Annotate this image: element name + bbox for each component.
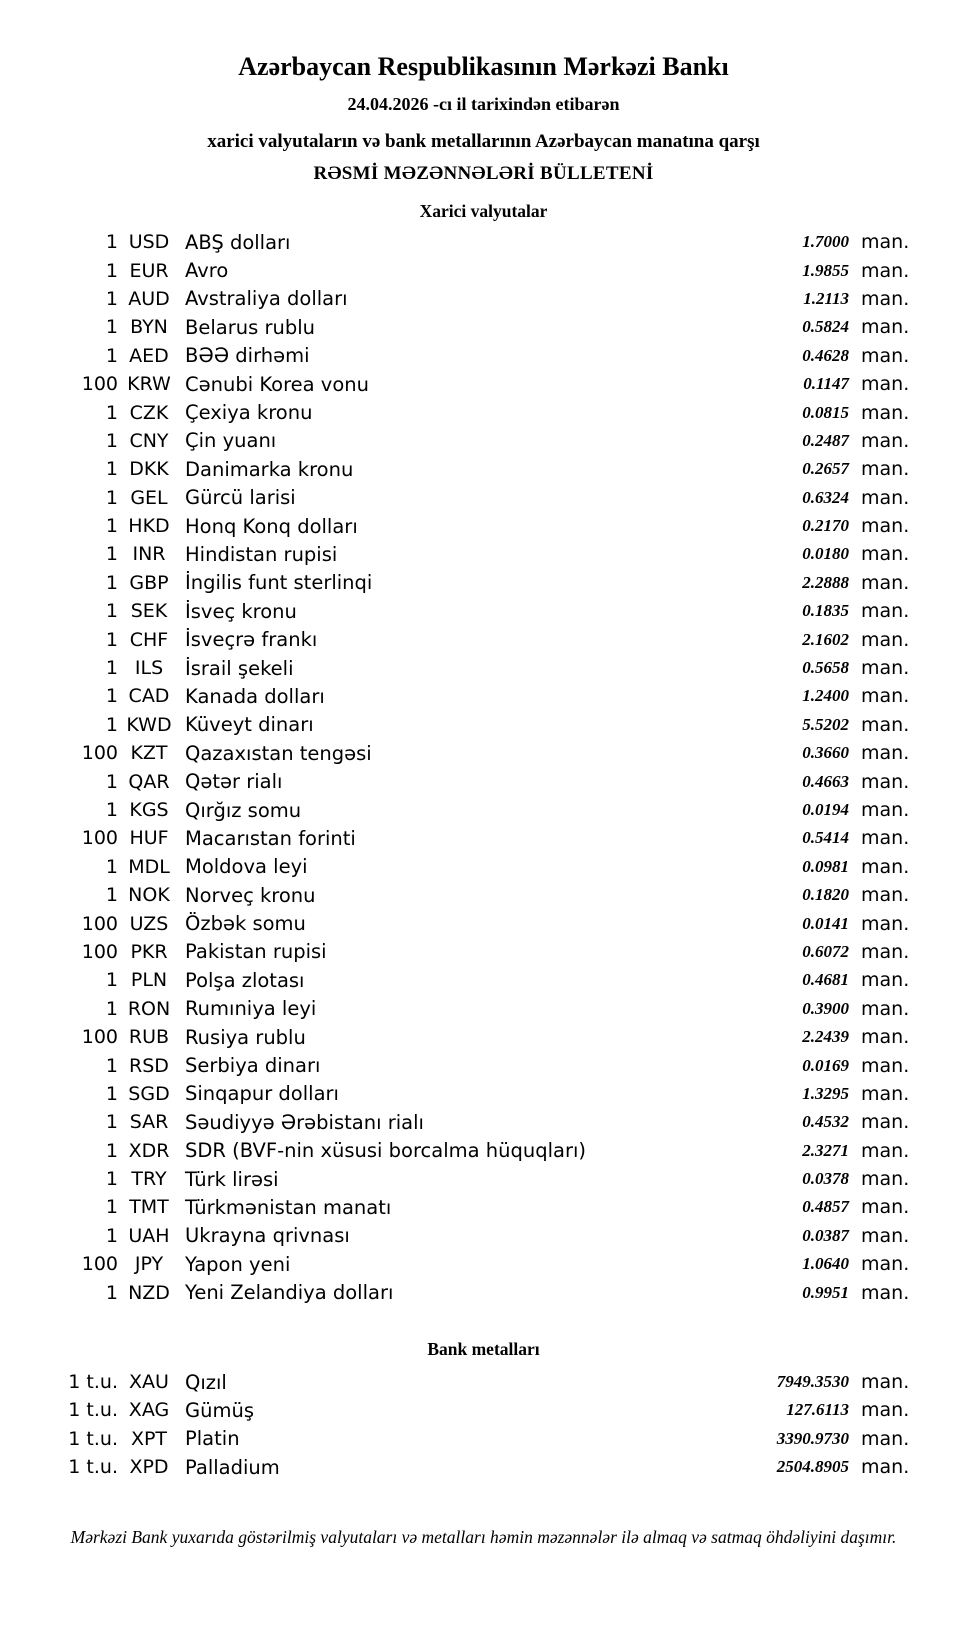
row-rate-value: 0.0180 bbox=[802, 544, 849, 564]
row-rate-value: 0.4532 bbox=[802, 1112, 849, 1132]
row-rate-value: 3390.9730 bbox=[776, 1428, 849, 1448]
row-currency-name: Qazaxıstan tengəsi bbox=[185, 741, 372, 765]
row-currency-name: ABŞ dolları bbox=[185, 230, 291, 254]
bank-title: Azərbaycan Respublikasının Mərkəzi Bankı bbox=[238, 52, 729, 81]
row-quantity: 1 bbox=[105, 458, 118, 481]
row-currency-code: TRY bbox=[131, 1168, 167, 1191]
row-currency-name: Norveç kronu bbox=[185, 883, 316, 907]
row-quantity: 1 bbox=[105, 344, 118, 367]
row-rate-value: 0.0387 bbox=[802, 1225, 849, 1245]
row-currency-code: PKR bbox=[130, 940, 168, 963]
row-currency-name: Avstraliya dolları bbox=[185, 287, 348, 311]
row-currency-code: KWD bbox=[126, 713, 172, 736]
row-unit-label: man. bbox=[861, 1371, 910, 1394]
row-quantity: 1 bbox=[105, 316, 118, 339]
row-rate-value: 0.3900 bbox=[802, 998, 849, 1018]
table-row bbox=[0, 285, 967, 313]
row-rate-value: 1.7000 bbox=[802, 232, 849, 252]
row-rate-value: 2.1602 bbox=[802, 629, 849, 649]
table-row bbox=[0, 1396, 967, 1424]
row-currency-name: Gürcü larisi bbox=[185, 486, 296, 510]
row-unit-label: man. bbox=[861, 799, 910, 821]
row-currency-code: ILS bbox=[134, 657, 164, 680]
row-currency-name: Yeni Zelandiya dolları bbox=[185, 1281, 394, 1305]
row-rate-value: 2.3271 bbox=[802, 1140, 849, 1160]
row-rate-value: 2.2439 bbox=[802, 1027, 849, 1047]
table-row bbox=[0, 313, 967, 341]
metals-section-title: Bank metalları bbox=[427, 1338, 540, 1359]
row-currency-name: Səudiyyə Ərəbistanı rialı bbox=[185, 1110, 424, 1134]
table-row bbox=[0, 1023, 967, 1051]
row-unit-label: man. bbox=[861, 429, 910, 452]
table-row bbox=[0, 1080, 967, 1108]
row-rate-value: 0.5658 bbox=[802, 658, 849, 678]
row-unit-label: man. bbox=[861, 1082, 910, 1105]
row-currency-code: KZT bbox=[130, 742, 168, 765]
row-currency-code: XAG bbox=[128, 1399, 170, 1422]
row-rate-value: 0.3660 bbox=[802, 743, 849, 763]
row-unit-label: man. bbox=[861, 1139, 910, 1162]
row-unit-label: man. bbox=[861, 344, 910, 367]
row-rate-value: 0.4857 bbox=[802, 1197, 849, 1217]
row-quantity: 1 bbox=[105, 1224, 118, 1247]
row-currency-name: İngilis funt sterlinqi bbox=[185, 571, 373, 595]
metals-table bbox=[0, 1368, 967, 1482]
row-rate-value: 1.2400 bbox=[802, 686, 849, 706]
row-rate-value: 1.9855 bbox=[802, 260, 849, 280]
row-rate-value: 0.4628 bbox=[802, 345, 849, 365]
table-row bbox=[0, 455, 967, 483]
row-rate-value: 0.1835 bbox=[802, 601, 849, 621]
row-rate-value: 0.1147 bbox=[803, 374, 849, 394]
row-quantity: 1 bbox=[105, 1082, 118, 1105]
row-rate-value: 1.2113 bbox=[803, 288, 849, 308]
row-rate-value: 0.0169 bbox=[802, 1055, 849, 1075]
bulletin-subtitle: xarici valyutaların və bank metallarının Azərbaycan manatına qarşı bbox=[207, 131, 760, 152]
table-row bbox=[0, 597, 967, 625]
row-rate-value: 0.5414 bbox=[802, 828, 849, 848]
row-currency-code: PLN bbox=[130, 969, 168, 992]
table-row bbox=[0, 711, 967, 739]
row-quantity: 100 bbox=[81, 373, 118, 396]
table-row bbox=[0, 427, 967, 455]
row-currency-name: Honq Konq dolları bbox=[185, 514, 358, 538]
row-currency-name: Palladium bbox=[185, 1455, 280, 1479]
row-unit-label: man. bbox=[861, 969, 910, 992]
row-unit-label: man. bbox=[861, 912, 910, 935]
row-quantity: 1 t.u. bbox=[68, 1427, 118, 1450]
row-unit-label: man. bbox=[861, 770, 910, 793]
row-currency-name: Macarıstan forinti bbox=[185, 826, 356, 850]
row-currency-code: JPY bbox=[134, 1253, 164, 1276]
row-currency-code: INR bbox=[132, 543, 166, 566]
row-quantity: 1 bbox=[105, 231, 118, 254]
row-currency-code: UAH bbox=[128, 1224, 170, 1247]
row-quantity: 1 bbox=[105, 515, 118, 538]
row-quantity: 1 bbox=[105, 287, 118, 310]
row-rate-value: 0.2170 bbox=[802, 516, 849, 536]
row-rate-value: 0.0194 bbox=[802, 800, 849, 819]
row-quantity: 100 bbox=[81, 1026, 118, 1049]
row-quantity: 1 bbox=[105, 855, 118, 878]
table-row bbox=[0, 1165, 967, 1193]
table-row bbox=[0, 1425, 967, 1453]
row-quantity: 1 bbox=[105, 969, 118, 992]
row-currency-code: CNY bbox=[129, 429, 169, 452]
row-quantity: 1 bbox=[105, 1168, 118, 1191]
table-row bbox=[0, 1137, 967, 1165]
row-quantity: 100 bbox=[81, 1253, 118, 1276]
table-row bbox=[0, 540, 967, 568]
row-currency-code: XDR bbox=[128, 1139, 170, 1162]
row-rate-value: 1.3295 bbox=[802, 1083, 849, 1103]
row-quantity: 1 bbox=[105, 1054, 118, 1077]
currencies-section-title: Xarici valyutalar bbox=[419, 201, 548, 221]
row-rate-value: 7949.3530 bbox=[776, 1372, 849, 1392]
table-row bbox=[0, 1453, 967, 1481]
row-quantity: 1 t.u. bbox=[68, 1371, 118, 1394]
row-rate-value: 0.0815 bbox=[802, 402, 849, 422]
row-currency-name: SDR (BVF-nin xüsusi borcalma hüquqları) bbox=[185, 1139, 587, 1163]
row-unit-label: man. bbox=[861, 543, 910, 566]
row-currency-name: BƏƏ dirhəmi bbox=[185, 344, 310, 368]
row-unit-label: man. bbox=[861, 855, 910, 878]
table-row bbox=[0, 881, 967, 909]
row-currency-name: Serbiya dinarı bbox=[185, 1054, 321, 1078]
row-currency-code: QAR bbox=[128, 770, 170, 793]
row-rate-value: 0.2487 bbox=[802, 430, 849, 450]
row-unit-label: man. bbox=[861, 515, 910, 538]
table-row bbox=[0, 625, 967, 653]
row-currency-name: Rumıniya leyi bbox=[185, 997, 317, 1021]
row-unit-label: man. bbox=[861, 373, 910, 396]
row-currency-code: SAR bbox=[129, 1111, 169, 1134]
row-rate-value: 0.1820 bbox=[802, 885, 849, 905]
row-rate-value: 2504.8905 bbox=[776, 1457, 849, 1477]
row-currency-code: MDL bbox=[128, 855, 170, 878]
row-unit-label: man. bbox=[861, 1224, 910, 1247]
effective-date: 24.04.2026 -cı il tarixindən etibarən bbox=[347, 94, 620, 114]
row-currency-name: Polşa zlotası bbox=[185, 968, 305, 992]
row-unit-label: man. bbox=[861, 713, 910, 736]
row-quantity: 1 bbox=[105, 685, 118, 708]
row-currency-code: DKK bbox=[129, 458, 169, 481]
row-unit-label: man. bbox=[861, 458, 910, 481]
row-unit-label: man. bbox=[861, 657, 910, 680]
table-row bbox=[0, 370, 967, 398]
row-rate-value: 2.2888 bbox=[802, 572, 849, 592]
row-unit-label: man. bbox=[861, 884, 910, 907]
row-quantity: 1 bbox=[105, 401, 118, 424]
row-currency-code: SGD bbox=[128, 1082, 170, 1105]
row-currency-code: HUF bbox=[129, 827, 169, 850]
row-currency-code: KGS bbox=[129, 799, 169, 821]
row-currency-code: UZS bbox=[129, 912, 169, 935]
table-row bbox=[0, 512, 967, 540]
row-currency-code: XPT bbox=[130, 1427, 168, 1450]
row-currency-name: Cənubi Korea vonu bbox=[185, 372, 369, 396]
row-quantity: 1 bbox=[105, 486, 118, 509]
row-quantity: 1 bbox=[105, 600, 118, 623]
row-quantity: 1 bbox=[105, 1196, 118, 1219]
row-currency-code: CHF bbox=[129, 628, 169, 651]
table-row bbox=[0, 682, 967, 710]
row-currency-name: Pakistan rupisi bbox=[185, 940, 327, 964]
row-quantity: 1 bbox=[105, 884, 118, 907]
row-quantity: 1 bbox=[105, 571, 118, 594]
currency-table bbox=[0, 228, 967, 1307]
row-currency-code: AED bbox=[129, 344, 169, 367]
row-currency-name: Küveyt dinarı bbox=[185, 713, 314, 737]
row-unit-label: man. bbox=[861, 1456, 910, 1479]
row-currency-name: Rusiya rublu bbox=[185, 1025, 306, 1049]
row-currency-name: Yapon yeni bbox=[185, 1252, 291, 1276]
table-row bbox=[0, 1193, 967, 1221]
row-currency-name: Çexiya kronu bbox=[185, 401, 313, 425]
row-quantity: 1 bbox=[105, 713, 118, 736]
row-rate-value: 127.6113 bbox=[786, 1400, 849, 1420]
row-rate-value: 0.2657 bbox=[802, 459, 849, 479]
row-unit-label: man. bbox=[861, 1111, 910, 1134]
row-unit-label: man. bbox=[861, 1427, 910, 1450]
row-currency-name: Avro bbox=[185, 259, 229, 283]
table-row bbox=[0, 342, 967, 370]
table-row bbox=[0, 569, 967, 597]
row-currency-code: RSD bbox=[129, 1054, 169, 1077]
table-row bbox=[0, 739, 967, 767]
table-row bbox=[0, 1368, 967, 1396]
table-row bbox=[0, 654, 967, 682]
row-currency-name: İsrail şekeli bbox=[185, 656, 294, 680]
row-quantity: 1 bbox=[105, 770, 118, 793]
row-quantity: 1 bbox=[105, 997, 118, 1020]
row-rate-value: 0.4663 bbox=[802, 771, 849, 791]
row-currency-name: İsveçrə frankı bbox=[185, 628, 318, 652]
row-currency-name: Belarus rublu bbox=[185, 315, 316, 339]
row-currency-name: Özbək somu bbox=[185, 912, 306, 936]
table-row bbox=[0, 796, 967, 824]
row-currency-code: BYN bbox=[130, 316, 168, 339]
row-unit-label: man. bbox=[861, 940, 910, 963]
row-currency-code: HKD bbox=[128, 515, 170, 538]
row-currency-code: XAU bbox=[129, 1371, 169, 1394]
row-unit-label: man. bbox=[861, 486, 910, 509]
row-currency-name: Danimarka kronu bbox=[185, 457, 354, 481]
row-currency-code: CAD bbox=[128, 685, 170, 708]
row-currency-code: KRW bbox=[127, 373, 171, 396]
row-unit-label: man. bbox=[861, 1054, 910, 1077]
row-rate-value: 0.0981 bbox=[802, 856, 849, 876]
row-quantity: 100 bbox=[81, 742, 118, 765]
row-quantity: 100 bbox=[81, 940, 118, 963]
row-unit-label: man. bbox=[861, 231, 910, 254]
row-unit-label: man. bbox=[861, 742, 910, 765]
table-row bbox=[0, 767, 967, 795]
row-currency-name: Çin yuanı bbox=[185, 429, 277, 453]
row-unit-label: man. bbox=[861, 1281, 910, 1304]
row-quantity: 1 bbox=[105, 799, 118, 821]
row-currency-code: RUB bbox=[128, 1026, 170, 1049]
row-currency-code: RON bbox=[127, 997, 171, 1020]
row-currency-code: GEL bbox=[130, 486, 168, 509]
table-row bbox=[0, 1222, 967, 1250]
row-quantity: 1 bbox=[105, 429, 118, 452]
row-unit-label: man. bbox=[861, 316, 910, 339]
row-currency-name: Hindistan rupisi bbox=[185, 542, 338, 566]
row-unit-label: man. bbox=[861, 628, 910, 651]
bulletin-title: RƏSMİ MƏZƏNNƏLƏRİ BÜLLETENİ bbox=[313, 163, 654, 184]
row-currency-code: USD bbox=[128, 231, 170, 254]
row-quantity: 100 bbox=[81, 827, 118, 850]
row-rate-value: 5.5202 bbox=[802, 714, 849, 734]
row-rate-value: 0.9951 bbox=[802, 1282, 849, 1302]
table-row bbox=[0, 1250, 967, 1278]
row-currency-name: Gümüş bbox=[185, 1398, 254, 1422]
table-row bbox=[0, 1108, 967, 1136]
row-quantity: 1 bbox=[105, 543, 118, 566]
row-unit-label: man. bbox=[861, 259, 910, 282]
row-quantity: 1 bbox=[105, 657, 118, 680]
row-currency-name: Qırğız somu bbox=[185, 798, 302, 822]
table-row bbox=[0, 995, 967, 1023]
row-unit-label: man. bbox=[861, 287, 910, 310]
row-unit-label: man. bbox=[861, 600, 910, 623]
table-row bbox=[0, 938, 967, 966]
row-rate-value: 0.4681 bbox=[802, 970, 849, 990]
obligation-note: Mərkəzi Bank yuxarıda göstərilmiş valyutaları və metalları həmin məzənnələr ilə almaq və satmaq öhdəliyini daşımır. bbox=[70, 1527, 897, 1548]
row-unit-label: man. bbox=[861, 401, 910, 424]
row-quantity: 1 bbox=[105, 1139, 118, 1162]
row-quantity: 1 bbox=[105, 259, 118, 282]
row-currency-code: XPD bbox=[129, 1456, 169, 1479]
row-unit-label: man. bbox=[861, 827, 910, 850]
bulletin-document bbox=[0, 52, 967, 1548]
row-unit-label: man. bbox=[861, 685, 910, 708]
row-rate-value: 0.0378 bbox=[802, 1169, 849, 1189]
row-currency-name: Kanada dolları bbox=[185, 684, 325, 708]
row-unit-label: man. bbox=[861, 1196, 910, 1219]
table-row bbox=[0, 484, 967, 512]
table-row bbox=[0, 853, 967, 881]
row-currency-name: Qətər rialı bbox=[185, 770, 283, 794]
row-quantity: 1 bbox=[105, 1111, 118, 1134]
row-currency-code: AUD bbox=[128, 287, 170, 310]
table-row bbox=[0, 909, 967, 937]
table-row bbox=[0, 398, 967, 426]
row-rate-value: 0.5824 bbox=[802, 317, 849, 337]
row-unit-label: man. bbox=[861, 1026, 910, 1049]
row-unit-label: man. bbox=[861, 1168, 910, 1191]
row-currency-code: GBP bbox=[129, 571, 169, 594]
row-currency-code: SEK bbox=[130, 600, 168, 623]
row-unit-label: man. bbox=[861, 571, 910, 594]
row-quantity: 1 bbox=[105, 628, 118, 651]
row-unit-label: man. bbox=[861, 1253, 910, 1276]
table-row bbox=[0, 1278, 967, 1306]
row-currency-code: NOK bbox=[128, 884, 170, 907]
row-currency-name: Qızıl bbox=[185, 1370, 227, 1394]
row-quantity: 1 t.u. bbox=[68, 1399, 118, 1422]
table-row bbox=[0, 1051, 967, 1079]
row-quantity: 1 t.u. bbox=[68, 1456, 118, 1479]
row-rate-value: 1.0640 bbox=[802, 1254, 849, 1274]
row-currency-code: NZD bbox=[128, 1281, 170, 1304]
row-currency-code: EUR bbox=[129, 259, 169, 282]
row-currency-name: Ukrayna qrivnası bbox=[185, 1224, 350, 1248]
row-currency-name: Platin bbox=[185, 1427, 240, 1451]
row-currency-name: İsveç kronu bbox=[185, 599, 297, 623]
row-currency-name: Türk lirəsi bbox=[185, 1167, 279, 1191]
row-quantity: 100 bbox=[81, 912, 118, 935]
row-currency-code: TMT bbox=[129, 1196, 169, 1219]
row-currency-name: Türkmənistan manatı bbox=[185, 1195, 392, 1219]
table-row bbox=[0, 256, 967, 284]
row-quantity: 1 bbox=[105, 1281, 118, 1304]
row-rate-value: 0.6324 bbox=[802, 487, 849, 507]
row-rate-value: 0.6072 bbox=[802, 941, 849, 961]
table-row bbox=[0, 824, 967, 852]
table-row bbox=[0, 966, 967, 994]
row-rate-value: 0.0141 bbox=[802, 913, 849, 933]
row-currency-name: Sinqapur dolları bbox=[185, 1082, 339, 1106]
row-currency-code: CZK bbox=[129, 401, 169, 424]
row-currency-name: Moldova leyi bbox=[185, 855, 308, 879]
row-unit-label: man. bbox=[861, 1399, 910, 1422]
row-unit-label: man. bbox=[861, 997, 910, 1020]
table-row bbox=[0, 228, 967, 256]
